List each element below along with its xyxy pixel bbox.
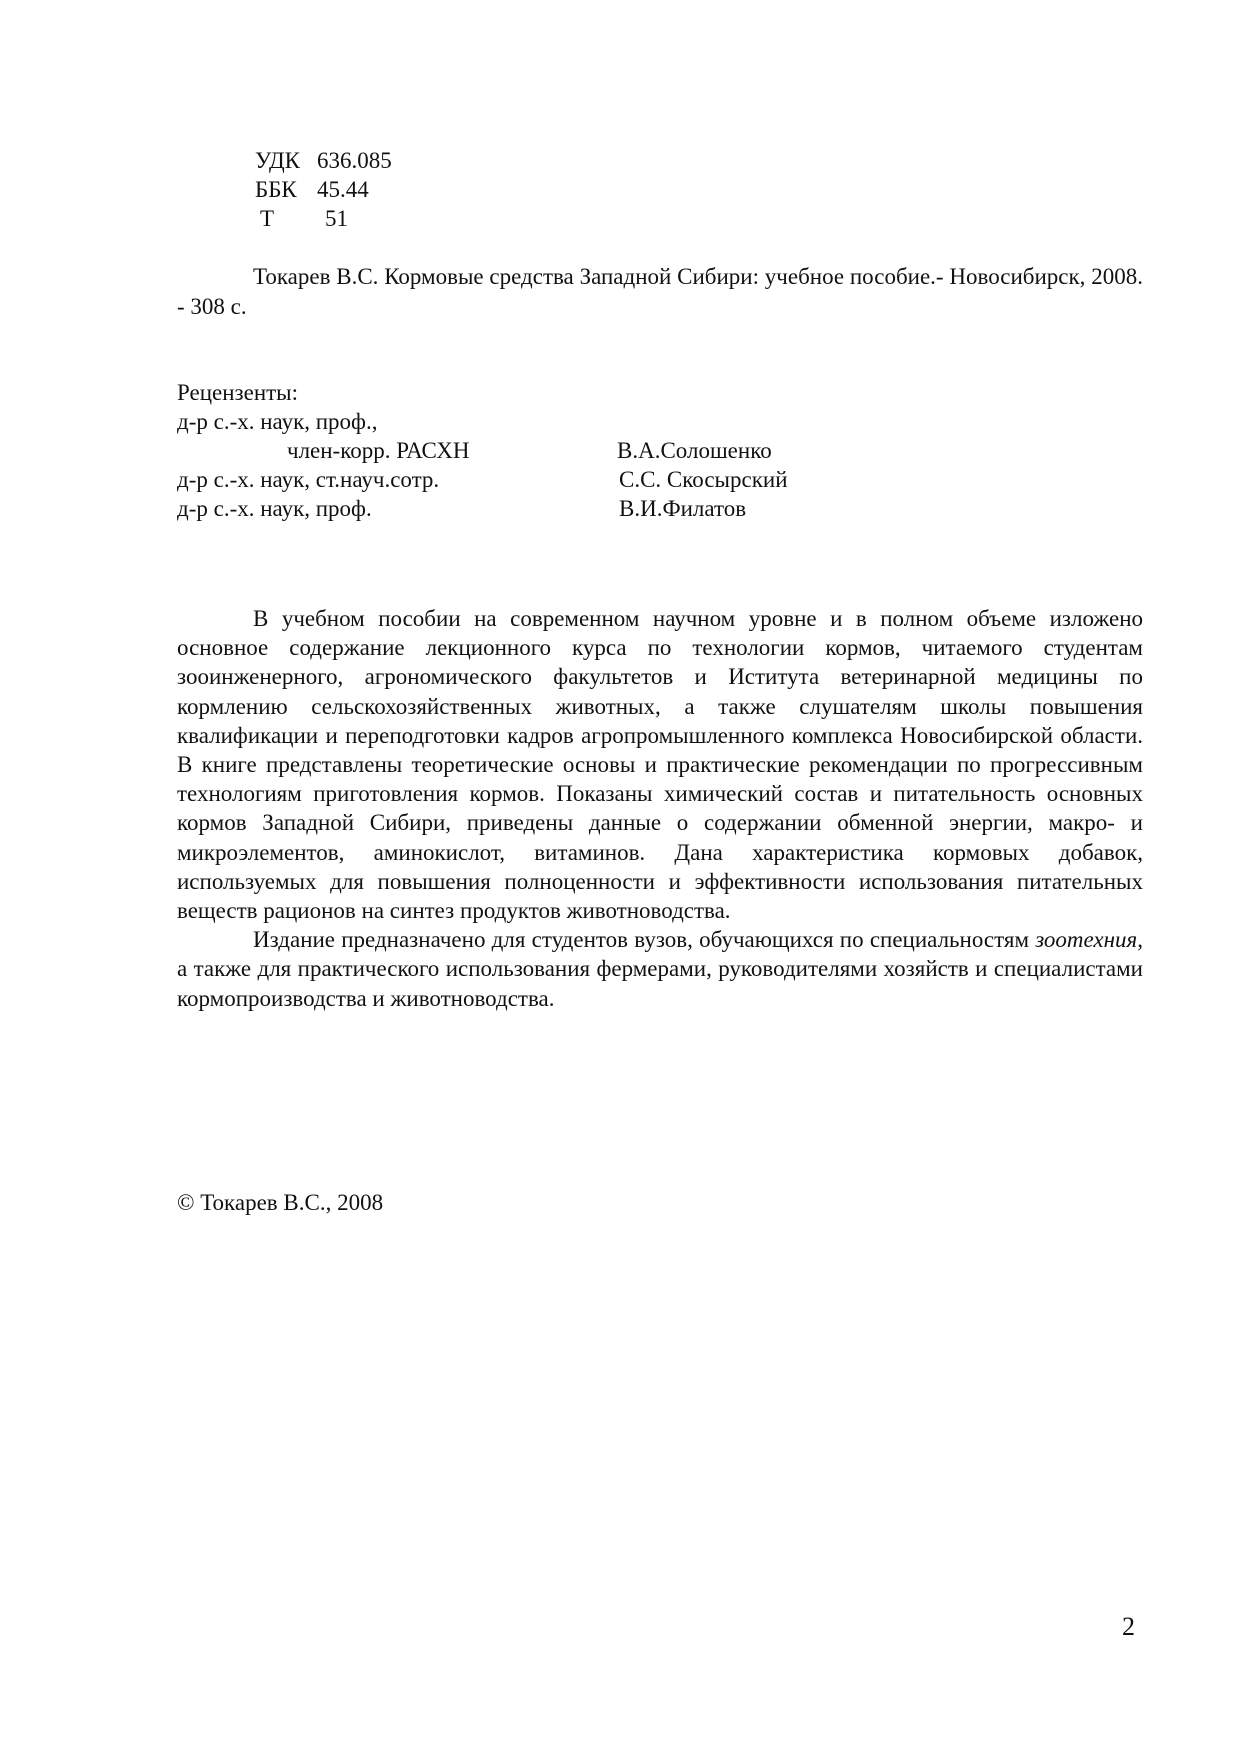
bbk-value: 45.44	[317, 177, 369, 202]
author-mark-label: Т	[260, 206, 275, 231]
page-number: 2	[1122, 1612, 1135, 1641]
annotation-paragraph-2-start: Издание предназначено для студентов вузов, обучающихся по специальностям	[253, 927, 1036, 953]
reviewer-1-title: член-корр. РАСХН	[287, 438, 470, 463]
reviewer-1-degree: д-р с.-х. наук, проф.,	[177, 409, 378, 434]
reviewer-3-name: В.И.Филатов	[619, 496, 747, 521]
reviewers-heading: Рецензенты:	[177, 380, 299, 405]
annotation-paragraph-2-end: , а также для практического использования фермерами, руководителями хозяйств и специалистами кормопроизводства и животноводства.	[177, 927, 1143, 1011]
udk-value: 636.085	[317, 148, 392, 173]
annotation	[177, 604, 1143, 1013]
udk-code	[255, 146, 392, 175]
classification-codes	[255, 146, 392, 233]
reviewer-2-name: С.С. Скосырский	[619, 467, 788, 492]
bbk-code	[255, 175, 392, 204]
bbk-label: ББК	[255, 177, 297, 202]
reviewer-3-degree: д-р с.-х. наук, проф.	[177, 496, 372, 521]
annotation-paragraph-1: В учебном пособии на современном научном уровне и в полном объеме изложено основное содержание лекционного курса по технологии кормов, читаемого студентам зооинженерного, агрономического факультетов и Иститута ветеринарной медицины по кормлению сельскохозяйственных животных, а также слушателям школы повышения квалификации и переподготовки кадров агропромышленного комплекса Новосибирской области. В книге представлены теоретические основы и практические рекомендации по прогрессивным технологиям приготовления кормов. Показаны химический состав и питательность основных кормов Западной Сибири, приведены данные о содержании обменной энергии, макро- и микроэлементов, аминокислот, витаминов. Дана характеристика кормовых добавок, используемых для повышения полноценности и эффективности использования питательных веществ рационов на синтез продуктов животноводства.	[177, 606, 1143, 924]
annotation-paragraph-2	[177, 925, 1143, 1013]
reviewer-1-name: В.А.Солошенко	[617, 438, 772, 463]
copyright-notice: © Токарев В.С., 2008	[177, 1190, 384, 1215]
author-mark-value: 51	[325, 206, 348, 231]
specialty-name: зоотехния	[1035, 927, 1138, 953]
udk-label: УДК	[255, 148, 300, 173]
reviewer-2-degree: д-р с.-х. наук, ст.науч.сотр.	[177, 467, 440, 492]
bibliographic-citation: Токарев В.С. Кормовые средства Западной Сибири: учебное пособие.- Новосибирск, 2008. - 308 с.	[177, 264, 1143, 319]
author-mark-code	[255, 204, 392, 233]
